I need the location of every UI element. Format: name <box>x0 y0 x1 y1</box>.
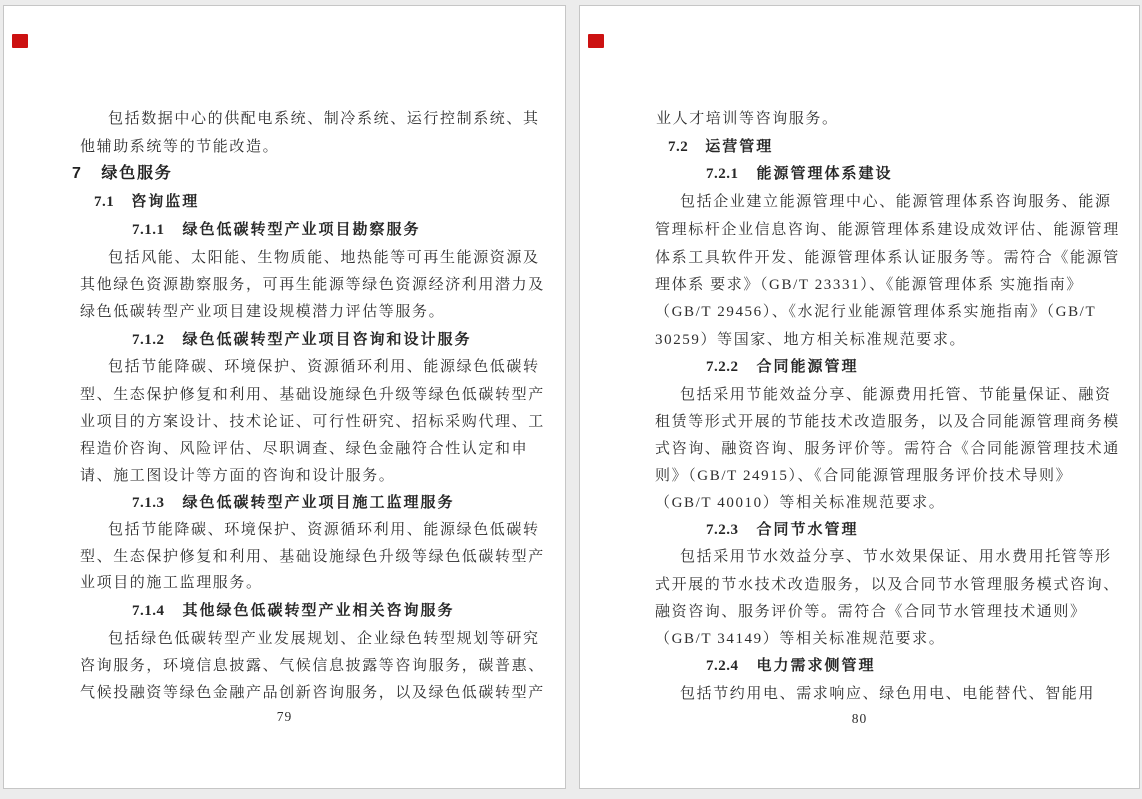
heading-number: 7 <box>72 165 82 182</box>
heading-text: 合同能源管理 <box>756 359 859 375</box>
text-line: 业人才培训等咨询服务。 <box>656 111 839 127</box>
heading-text: 绿色低碳转型产业项目施工监理服务 <box>182 495 455 511</box>
text-line: 包括节约用电、需求响应、绿色用电、电能替代、智能用 <box>680 686 1096 702</box>
document-page-79[interactable] <box>3 5 566 789</box>
text-line: 则》（GB/T 24915）、《合同能源管理服务评价技术导则》 <box>655 468 1073 484</box>
heading-number: 7.1.4 <box>132 603 165 619</box>
heading-number: 7.1 <box>94 194 115 210</box>
heading-text: 能源管理体系建设 <box>756 166 893 182</box>
heading-text: 绿色低碳转型产业项目咨询和设计服务 <box>182 332 472 348</box>
heading-number: 7.2.2 <box>706 359 739 375</box>
heading-line <box>706 656 876 676</box>
text-line: 理体系 要求》（GB/T 23331）、《能源管理体系 实施指南》 <box>655 277 1083 293</box>
heading-number: 7.2.1 <box>706 166 739 182</box>
heading-line <box>132 493 455 513</box>
text-line: 型、生态保护修复和利用、基础设施绿色升级等绿色低碳转型产 <box>80 549 545 565</box>
text-line: 包括数据中心的供配电系统、制冷系统、运行控制系统、其 <box>108 111 540 127</box>
text-line: 气候投融资等绿色金融产品创新咨询服务，以及绿色低碳转型产 <box>80 685 545 701</box>
text-line: 包括绿色低碳转型产业发展规划、企业绿色转型规划等研究 <box>108 631 540 647</box>
heading-line <box>706 164 893 184</box>
text-line: 租赁等形式开展的节能技术改造服务，以及合同能源管理商务模 <box>655 414 1120 430</box>
text-line: 业项目的施工监理服务。 <box>80 575 263 591</box>
text-line: 式开展的节水技术改造服务，以及合同节水管理服务模式咨询、 <box>655 577 1120 593</box>
text-line: 融资咨询、服务评价等。需符合《合同节水管理技术通则》 <box>655 604 1087 620</box>
text-line: 咨询服务，环境信息披露、气候信息披露等咨询服务，碳普惠、 <box>80 658 545 674</box>
heading-text: 咨询监理 <box>131 194 200 210</box>
heading-line <box>132 330 472 350</box>
heading-line <box>72 164 173 184</box>
heading-line <box>132 220 421 240</box>
text-line: 其他绿色资源勘察服务，可再生能源等绿色资源经济利用潜力及 <box>80 277 545 293</box>
page-number: 80 <box>851 711 868 726</box>
text-line: 管理标杆企业信息咨询、能源管理体系建设成效评估、能源管理 <box>655 222 1120 238</box>
heading-line <box>668 137 773 157</box>
text-line: 包括采用节能效益分享、能源费用托管、节能量保证、融资 <box>680 387 1112 403</box>
heading-text: 其他绿色低碳转型产业相关咨询服务 <box>182 603 455 619</box>
text-line: 式咨询、融资咨询、服务评价等。需符合《合同能源管理技术通 <box>655 441 1120 457</box>
heading-text: 绿色服务 <box>101 165 173 182</box>
heading-number: 7.1.3 <box>132 495 165 511</box>
text-line: 绿色低碳转型产业项目建设规模潜力评估等服务。 <box>80 304 446 320</box>
text-line: （GB/T 34149）等相关标准规范要求。 <box>655 631 946 647</box>
text-layer <box>580 6 1139 788</box>
text-line: 他辅助系统等的节能改造。 <box>80 139 280 155</box>
text-line: （GB/T 29456）、《水泥行业能源管理体系实施指南》（GB/T <box>655 304 1097 320</box>
text-line: 型、生态保护修复和利用、基础设施绿色升级等绿色低碳转型产 <box>80 387 545 403</box>
text-line: 包括企业建立能源管理中心、能源管理体系咨询服务、能源 <box>680 194 1112 210</box>
text-line: 体系工具软件开发、能源管理体系认证服务等。需符合《能源管 <box>655 250 1120 266</box>
text-line: 包括采用节水效益分享、节水效果保证、用水费用托管等形 <box>680 549 1112 565</box>
heading-line <box>706 520 859 540</box>
heading-line <box>132 601 455 621</box>
heading-text: 合同节水管理 <box>756 522 859 538</box>
heading-line <box>94 192 199 212</box>
text-line: 包括风能、太阳能、生物质能、地热能等可再生能源资源及 <box>108 250 540 266</box>
heading-number: 7.2.4 <box>706 658 739 674</box>
heading-text: 电力需求侧管理 <box>756 658 876 674</box>
heading-number: 7.2.3 <box>706 522 739 538</box>
document-page-80[interactable] <box>579 5 1140 789</box>
text-line: 程造价咨询、风险评估、尽职调查、绿色金融符合性认定和申 <box>80 441 529 457</box>
heading-number: 7.2 <box>668 139 689 155</box>
text-layer <box>4 6 565 788</box>
text-line: 包括节能降碳、环境保护、资源循环利用、能源绿色低碳转 <box>108 359 540 375</box>
text-line: 包括节能降碳、环境保护、资源循环利用、能源绿色低碳转 <box>108 522 540 538</box>
heading-number: 7.1.1 <box>132 222 165 238</box>
heading-number: 7.1.2 <box>132 332 165 348</box>
heading-text: 绿色低碳转型产业项目勘察服务 <box>182 222 421 238</box>
page-number: 79 <box>276 709 293 724</box>
text-line: 业项目的方案设计、技术论证、可行性研究、招标采购代理、工 <box>80 414 545 430</box>
heading-line <box>706 357 859 377</box>
text-line: 请、施工图设计等方面的咨询和设计服务。 <box>80 468 396 484</box>
heading-text: 运营管理 <box>705 139 774 155</box>
text-line: 30259）等国家、地方相关标准规范要求。 <box>655 332 967 348</box>
text-line: （GB/T 40010）等相关标准规范要求。 <box>655 495 946 511</box>
